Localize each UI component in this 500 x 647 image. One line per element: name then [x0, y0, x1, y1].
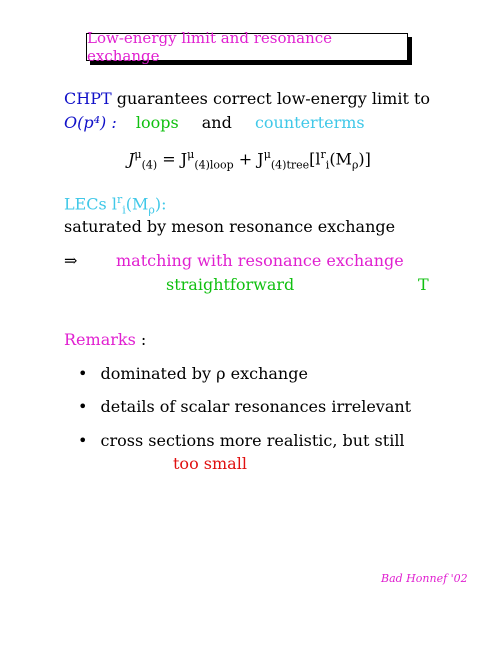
intro-rest: guarantees correct low-energy limit to: [116, 89, 431, 108]
lecs-label: LECs l: [64, 194, 117, 214]
current-formula: [128, 148, 371, 172]
straightforward-label: straightforward: [166, 275, 295, 294]
lecs-sup: r: [116, 193, 123, 206]
formula-tail: (M: [329, 149, 352, 169]
order-label: O(p⁴) :: [64, 113, 117, 132]
formula-bracket: [l: [309, 149, 321, 169]
intro-line-1: [64, 89, 430, 108]
remark-text: details of scalar resonances irrelevant: [100, 397, 412, 416]
formula-plus: + J: [233, 149, 264, 169]
too-small-label: too small: [173, 454, 247, 473]
remark-item: [78, 397, 411, 416]
formula-sub: ρ: [351, 158, 359, 172]
formula-j: J: [128, 149, 135, 169]
t-marker: T: [418, 275, 429, 294]
formula-end: )]: [358, 149, 371, 169]
lecs-end: ):: [154, 194, 167, 214]
bullet-icon: •: [78, 364, 88, 383]
formula-sub: (4)loop: [194, 158, 234, 172]
bullet-icon: •: [78, 397, 88, 416]
formula-sub: i: [325, 158, 330, 172]
remark-item: [78, 431, 405, 450]
remarks-colon: :: [140, 330, 147, 349]
formula-sub: (4)tree: [270, 158, 310, 172]
footer-venue: Bad Honnef '02: [381, 572, 468, 585]
implies-arrow: ⇒: [64, 251, 78, 270]
bullet-icon: •: [78, 431, 88, 450]
slide-title-text: Low-energy limit and resonance exchange: [87, 29, 333, 65]
remarks-heading: [64, 330, 146, 349]
formula-sup: μ: [263, 148, 271, 161]
chpt-label: CHPT: [64, 89, 112, 108]
slide-title: [86, 29, 408, 65]
and-label: and: [201, 113, 232, 132]
lecs-line: [64, 193, 167, 217]
lecs-arg: (M: [125, 194, 149, 214]
formula-sup: r: [320, 148, 326, 161]
formula-eq: = J: [157, 149, 188, 169]
loops-label: loops: [135, 113, 179, 132]
remarks-label: Remarks: [64, 330, 136, 349]
matching-line: matching with resonance exchange: [116, 251, 404, 270]
remark-item: [78, 364, 308, 383]
lecs-sub: i: [122, 203, 126, 217]
formula-sub: (4): [141, 158, 158, 172]
saturated-line: saturated by meson resonance exchange: [64, 217, 396, 236]
formula-sup: μ: [187, 148, 195, 161]
formula-sup: μ: [134, 148, 142, 161]
lecs-sub: ρ: [148, 203, 155, 217]
counterterms-label: counterterms: [254, 113, 365, 132]
remark-text: cross sections more realistic, but still: [100, 431, 405, 450]
intro-line-2: [64, 113, 365, 132]
remark-text: dominated by ρ exchange: [100, 364, 308, 383]
